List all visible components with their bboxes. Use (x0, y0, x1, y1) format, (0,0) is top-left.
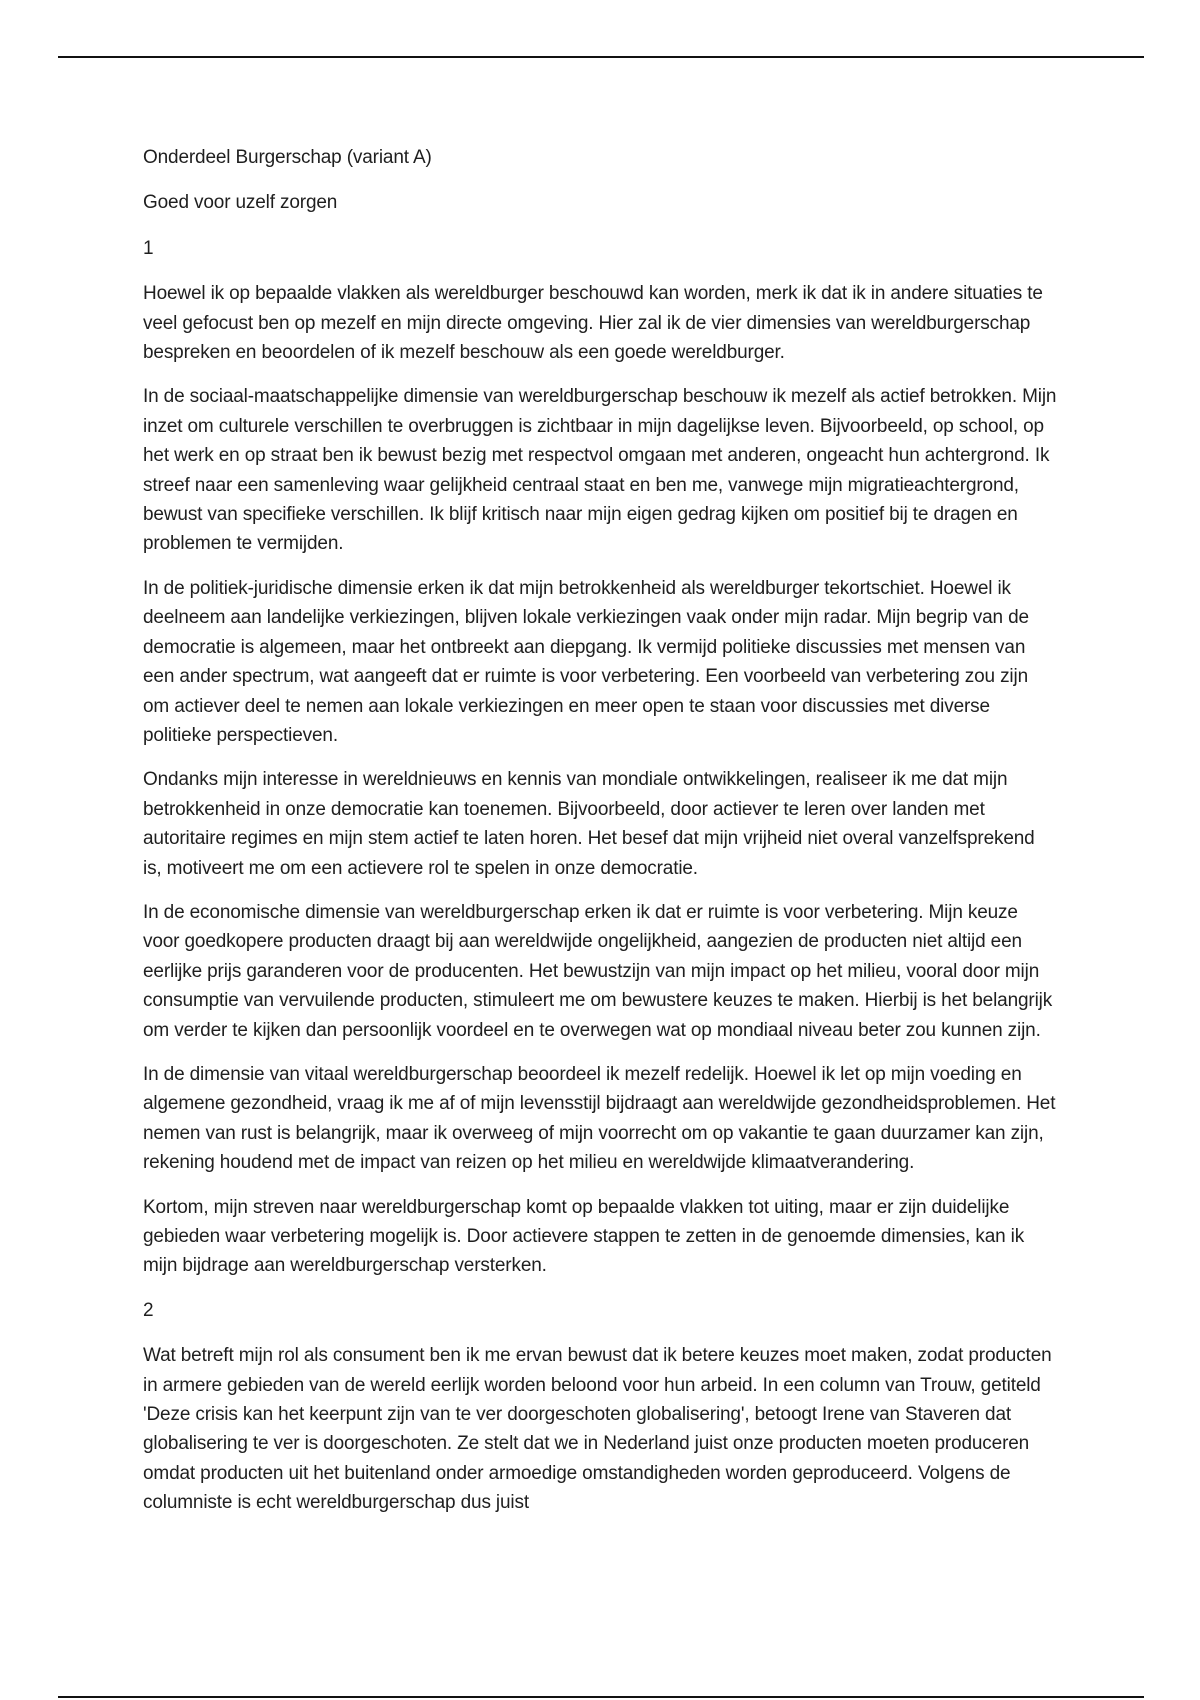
document-body (143, 143, 1058, 1533)
paragraph: In de dimensie van vitaal wereldburgerschap beoordeel ik mezelf redelijk. Hoewel ik let op mijn voeding en algemene gezondheid, vraag ik me af of mijn levensstijl bijdraagt aan wereldwijde gezondheidsproblemen. Het nemen van rust is belangrijk, maar ik overweeg of mijn voorrecht om op vakantie te gaan duurzamer kan zijn, rekening houdend met de impact van reizen op het milieu en wereldwijde klimaatverandering. (143, 1063, 1056, 1174)
section-number-2: 2 (143, 1299, 154, 1321)
document-subheading: Goed voor uzelf zorgen (143, 192, 338, 214)
section-number-1: 1 (143, 237, 154, 259)
page-bottom-rule (58, 1696, 1144, 1698)
paragraph: Ondanks mijn interesse in wereldnieuws en kennis van mondiale ontwikkelingen, realiseer ik me dat mijn betrokkenheid in onze democratie kan toenemen. Bijvoorbeeld, door actiever te leren over landen met autoritaire regimes en mijn stem actief te laten horen. Het besef dat mijn vrijheid niet overal vanzelfsprekend is, motiveert me om een actievere rol te spelen in onze democratie. (143, 769, 1035, 879)
paragraph: In de economische dimensie van wereldburgerschap erken ik dat er ruimte is voor verbetering. Mijn keuze voor goedkopere producten draagt bij aan wereldwijde ongelijkheid, aangezien de producten niet altijd een eerlijke prijs garanderen voor de producenten. Het bewustzijn van mijn impact op het milieu, vooral door mijn consumptie van vervuilende producten, stimuleert me om bewustere keuzes te maken. Hierbij is het belangrijk om verder te kijken dan persoonlijk voordeel en te overwegen wat op mondiaal niveau beter zou kunnen zijn. (143, 901, 1053, 1041)
document-heading: Onderdeel Burgerschap (variant A) (143, 147, 432, 168)
paragraph: Kortom, mijn streven naar wereldburgerschap komt op bepaalde vlakken tot uiting, maar er zijn duidelijke gebieden waar verbetering mogelijk is. Door actievere stappen te zetten in de genoemde dimensies, kan ik mijn bijdrage aan wereldburgerschap versterken. (143, 1196, 1025, 1277)
paragraph: Hoewel ik op bepaalde vlakken als wereldburger beschouwd kan worden, merk ik dat ik in andere situaties te veel gefocust ben op mezelf en mijn directe omgeving. Hier zal ik de vier dimensies van wereldburgerschap bespreken en beoordelen of ik mezelf beschouw als een goede wereldburger. (143, 283, 1043, 364)
paragraph: Wat betreft mijn rol als consument ben ik me ervan bewust dat ik betere keuzes moet maken, zodat producten in armere gebieden van de wereld eerlijk worden beloond voor hun arbeid. In een column van Trouw, getiteld 'Deze crisis kan het keerpunt zijn van te ver doorgeschoten globalisering', betoogt Irene van Staveren dat globalisering te ver is doorgeschoten. Ze stelt dat we in Nederland juist onze producten moeten produceren omdat producten uit het buitenland onder armoedige omstandigheden worden geproduceerd. Volgens de columniste is echt wereldburgerschap dus juist (143, 1345, 1052, 1514)
page-top-rule (58, 56, 1144, 58)
paragraph: In de politiek-juridische dimensie erken ik dat mijn betrokkenheid als wereldburger tekortschiet. Hoewel ik deelneem aan landelijke verkiezingen, blijven lokale verkiezingen vaak onder mijn radar. Mijn begrip van de democratie is algemeen, maar het ontbreekt aan diepgang. Ik vermijd politieke discussies met mensen van een ander spectrum, wat aangeeft dat er ruimte is voor verbetering. Een voorbeeld van verbetering zou zijn om actiever deel te nemen aan lokale verkiezingen en meer open te staan voor discussies met diverse politieke perspectieven. (143, 577, 1029, 746)
paragraph: In de sociaal-maatschappelijke dimensie van wereldburgerschap beschouw ik mezelf als actief betrokken. Mijn inzet om culturele verschillen te overbruggen is zichtbaar in mijn dagelijkse leven. Bijvoorbeeld, op school, op het werk en op straat ben ik bewust bezig met respectvol omgaan met anderen, ongeacht hun achtergrond. Ik streef naar een samenleving waar gelijkheid centraal staat en ben me, vanwege mijn migratieachtergrond, bewust van specifieke verschillen. Ik blijf kritisch naar mijn eigen gedrag kijken om positief bij te dragen en problemen te vermijden. (143, 386, 1057, 555)
